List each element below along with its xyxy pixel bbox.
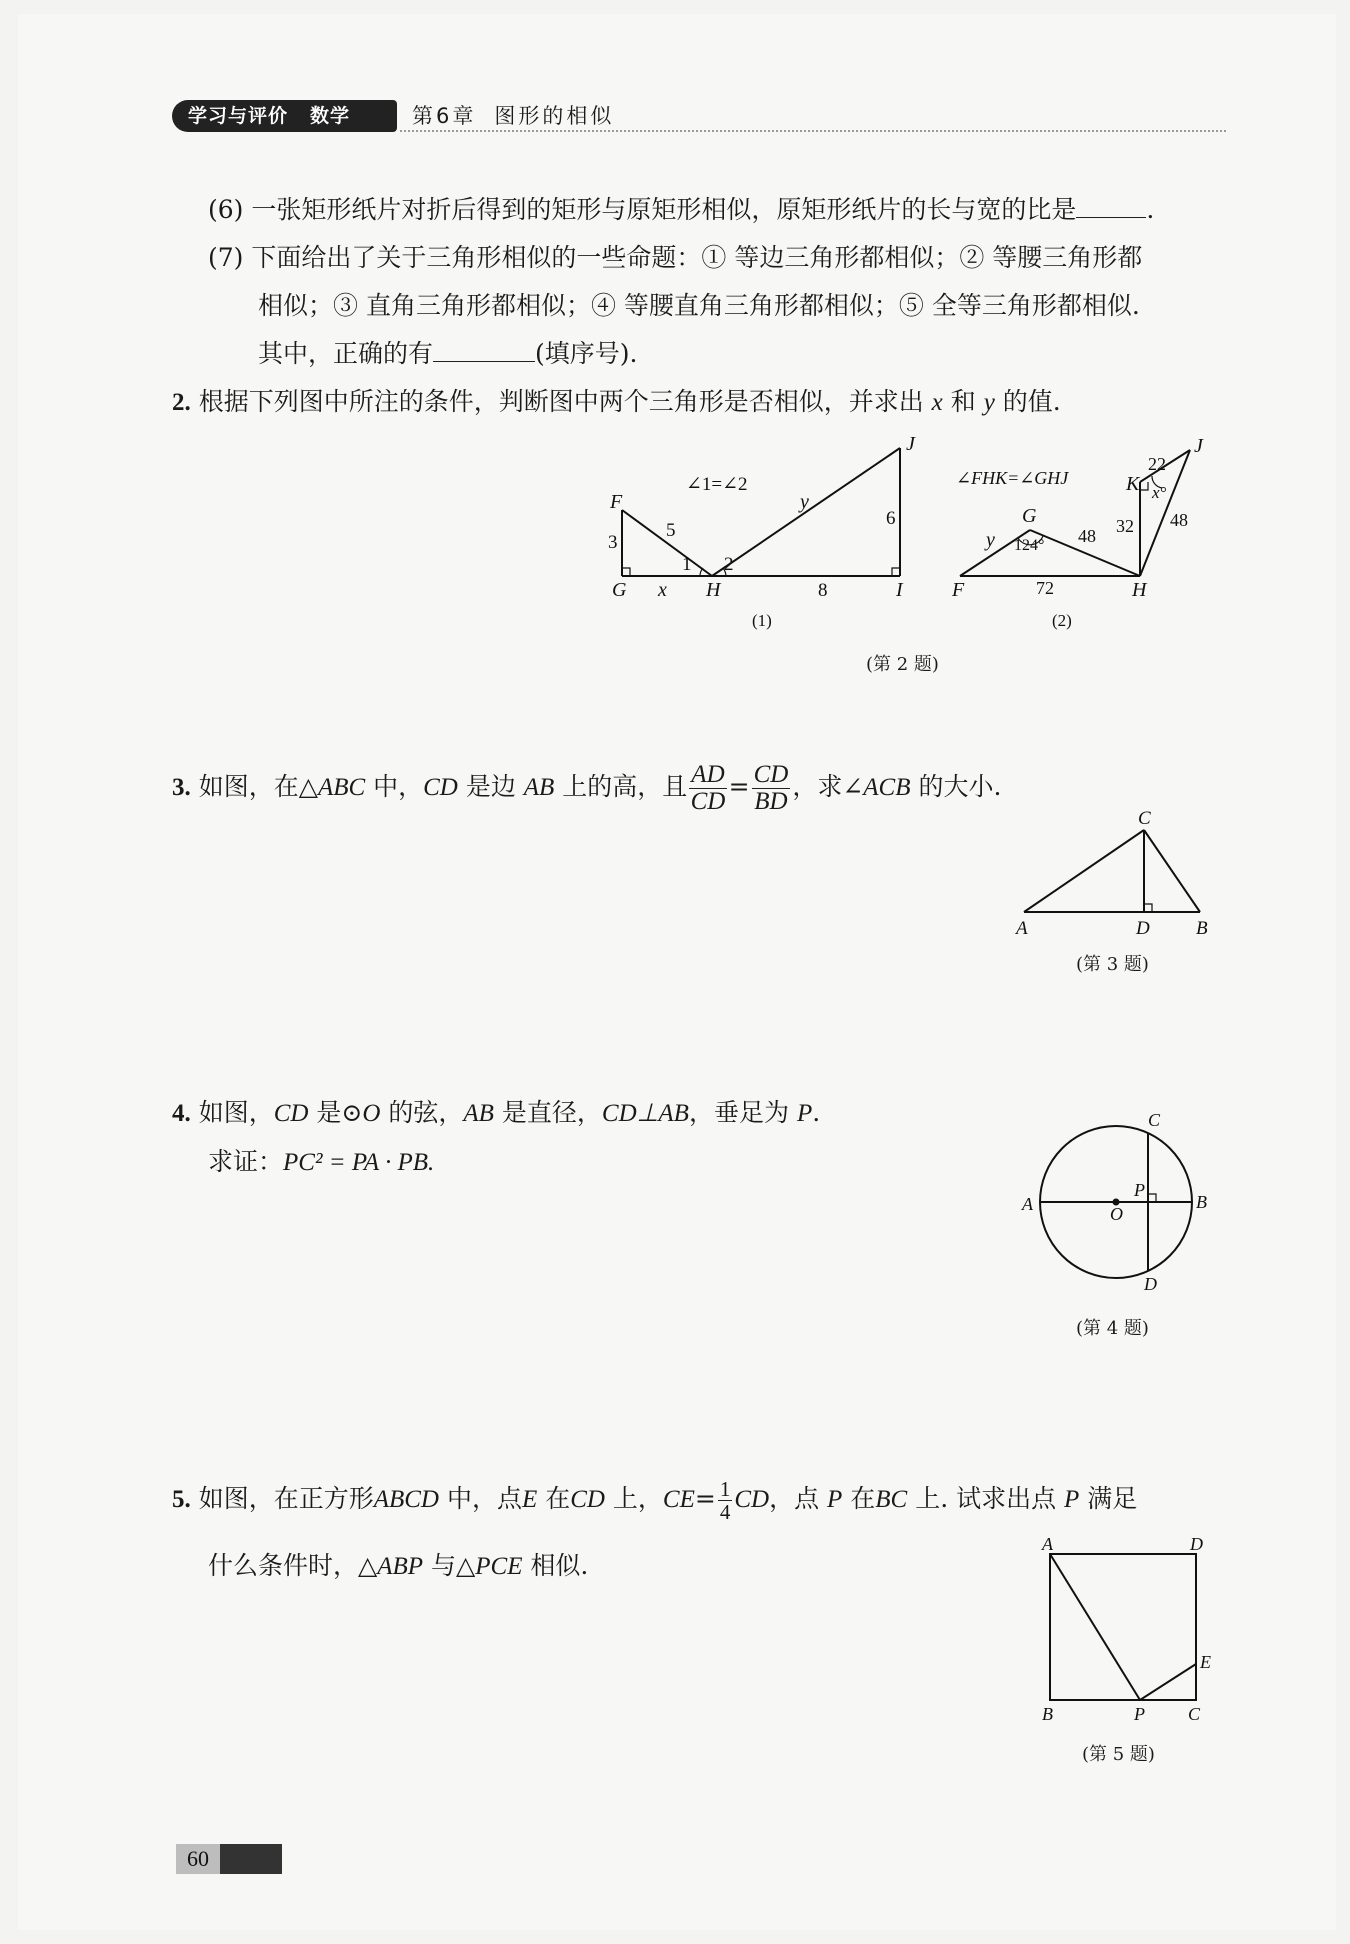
question-4-line1 [172,1093,820,1134]
fig2b-label-h: H [1132,579,1147,601]
numerator: 1 [719,1477,731,1501]
fig2b-label-g: G [1022,505,1037,527]
chapter-title: 图形的相似 [494,104,615,128]
page-header [172,98,1226,134]
math-term: CD [570,1486,605,1513]
fig2-angle-1: 1 [682,554,692,575]
fig5-label-p: P [1134,1704,1145,1724]
question-text: 上的高，且 [562,772,688,801]
fig3-label-d: D [1136,918,1150,938]
fig2-label-i: I [896,579,903,601]
question-text: 上， [612,1484,663,1513]
question-text: 与△ [431,1551,476,1580]
figure-2-caption: (第 2 题) [866,654,939,675]
question-text: 是边 [465,772,516,801]
variable: x [931,389,943,416]
question-1-6 [208,190,1154,230]
numerator: CD [753,761,789,788]
question-text: 一张矩形纸片对折后得到的矩形与原矩形相似，原矩形纸片的长与宽的比是 [251,195,1077,224]
fig4-label-o: O [1110,1204,1123,1224]
math-term: P [796,1100,813,1127]
denominator: 4 [719,1500,731,1524]
fig4-label-b: B [1196,1192,1207,1212]
fig2b-label-x: x° [1152,483,1167,502]
math-term: ABCD [373,1486,439,1513]
fig2-label-j: J [906,433,915,455]
question-text: 什么条件时，△ [208,1551,378,1580]
page-number: 60 [176,1844,220,1874]
question-text: 的值. [1002,387,1061,416]
question-text: (填序号). [535,339,638,368]
page-number-tab [176,1844,282,1874]
fig2-subcaption-2: (2) [1052,611,1072,630]
fig2-label-y: y [800,491,809,513]
figure-4-caption: (第 4 题) [1076,1318,1149,1339]
fig2-label-6: 6 [886,508,896,529]
fig2-label-8: 8 [818,580,828,601]
fraction-ad-cd [689,762,726,815]
header-rule [400,130,1226,132]
fig3-label-c: C [1138,808,1151,829]
question-text: 是直径， [501,1098,602,1127]
fraction-one-quarter [718,1478,733,1523]
question-5-line1 [172,1478,1137,1523]
subquestion-label: (7) [208,243,244,272]
math-term: CD [273,1100,309,1127]
figure-3-caption: (第 3 题) [1076,954,1149,975]
question-text: 在 [545,1484,571,1513]
fig2-label-f: F [610,491,623,513]
series-title: 学习与评价 [188,105,289,127]
question-1-7-line1 [208,238,1142,278]
series-badge [172,100,397,132]
math-term: PCE [475,1553,523,1580]
question-number: 2. [172,389,191,416]
figure-2 [600,430,1220,640]
math-term: ACB [863,774,911,801]
math-term: CE [662,1486,695,1513]
math-term: P [1064,1486,1080,1513]
math-term: AB [523,774,555,801]
question-text: 下面给出了关于三角形相似的一些命题：① 等边三角形都相似；② 等腰三角形都 [251,243,1143,272]
chapter-heading [412,100,614,132]
subject-title: 数学 [310,105,351,127]
fig5-label-c: C [1188,1704,1201,1724]
question-text: 的弦， [388,1098,464,1127]
answer-blank[interactable] [433,360,535,362]
question-text: 求证： [208,1147,284,1176]
fig2b-label-22: 22 [1148,454,1166,474]
fraction-cd-bd [752,762,791,815]
math-term: CD [423,774,458,801]
math-term: P [827,1486,843,1513]
fig2b-label-32: 32 [1116,516,1134,536]
math-term: CD⊥AB [601,1100,689,1127]
question-text: 是⊙ [316,1098,363,1127]
question-text: 和 [950,387,976,416]
question-text: 根据下列图中所注的条件，判断图中两个三角形是否相似，并求出 [198,387,924,416]
fig2b-label-j: J [1194,435,1203,457]
answer-blank[interactable] [1076,216,1146,218]
fig5-label-a: A [1042,1534,1053,1554]
fig2b-label-f: F [952,579,965,601]
figure-3 [1010,808,1230,938]
subquestion-label: (6) [208,195,244,224]
math-term: PC² = PA · PB. [283,1149,435,1176]
denominator: BD [754,788,788,815]
question-text: 上. 试求出点 [915,1484,1057,1513]
fig2b-label-48b: 48 [1170,510,1188,530]
numerator: AD [691,761,725,788]
fig2b-label-k: K [1126,473,1140,495]
fig4-label-d: D [1144,1274,1157,1294]
chapter-number: 第6章 [412,104,477,128]
fig2-subcaption-1: (1) [752,611,772,630]
question-5-line2 [208,1546,588,1587]
variable: y [983,389,995,416]
question-text: ，垂足为 [688,1098,789,1127]
math-term: CD [734,1486,770,1513]
fig5-label-b: B [1042,1704,1053,1724]
question-1-7-line3 [258,334,637,374]
fig2-angle-2: 2 [724,554,734,575]
question-text: 满足 [1087,1484,1138,1513]
fig2-condition-1: ∠1=∠2 [686,474,748,495]
math-term: BC [875,1486,908,1513]
math-term: AB [463,1100,494,1127]
question-text: . [812,1098,821,1127]
question-text: 中， [373,772,424,801]
math-term: ABC [317,774,366,801]
question-text: 其中，正确的有 [258,339,434,368]
fig5-label-d: D [1190,1534,1203,1554]
fig3-label-a: A [1016,918,1028,938]
fig4-label-a: A [1022,1194,1033,1214]
question-number: 3. [172,774,191,801]
question-text: 如图， [198,1098,274,1127]
question-text: 中，点 [446,1484,522,1513]
question-3 [172,762,1001,815]
question-2 [172,382,1061,423]
fig2-label-x: x [658,579,667,601]
figure-5-caption: (第 5 题) [1082,1744,1155,1765]
equals-sign: = [694,1484,716,1513]
figure-4 [1012,1106,1232,1296]
equals-sign: = [728,772,750,801]
fig2b-label-y: y [986,529,995,551]
question-text: ，求∠ [792,772,864,801]
fig2b-label-72: 72 [1036,578,1054,598]
question-number: 5. [172,1486,191,1513]
question-text: . [1146,195,1155,224]
fig4-label-p: P [1134,1180,1145,1200]
question-4-line2 [208,1142,434,1183]
question-1-7-line2 [258,286,1140,326]
question-text: 如图，在正方形 [198,1484,374,1513]
fig2-label-3: 3 [608,532,618,553]
question-number: 4. [172,1100,191,1127]
fig2-label-g: G [612,579,627,601]
math-term: O [362,1100,381,1127]
fig2-label-h: H [706,579,721,601]
question-text: ，点 [769,1484,820,1513]
question-text: 相似；③ 直角三角形都相似；④ 等腰直角三角形都相似；⑤ 全等三角形都相似. [258,291,1140,320]
fig2b-label-124: 124° [1014,537,1045,554]
fig2-condition-2: ∠FHK=∠GHJ [956,468,1069,488]
question-text: 如图，在△ [198,772,318,801]
figure-5 [1030,1528,1230,1728]
math-term: ABP [377,1553,424,1580]
fig3-label-b: B [1196,918,1208,938]
question-text: 相似. [530,1551,589,1580]
fig4-label-c: C [1148,1110,1161,1130]
question-text: 的大小. [918,772,1002,801]
math-term: E [521,1486,538,1513]
denominator: CD [690,788,726,815]
fig5-label-e: E [1200,1652,1211,1672]
fig2b-label-48a: 48 [1078,526,1096,546]
question-text: 在 [850,1484,876,1513]
fig2-label-5: 5 [666,520,676,541]
